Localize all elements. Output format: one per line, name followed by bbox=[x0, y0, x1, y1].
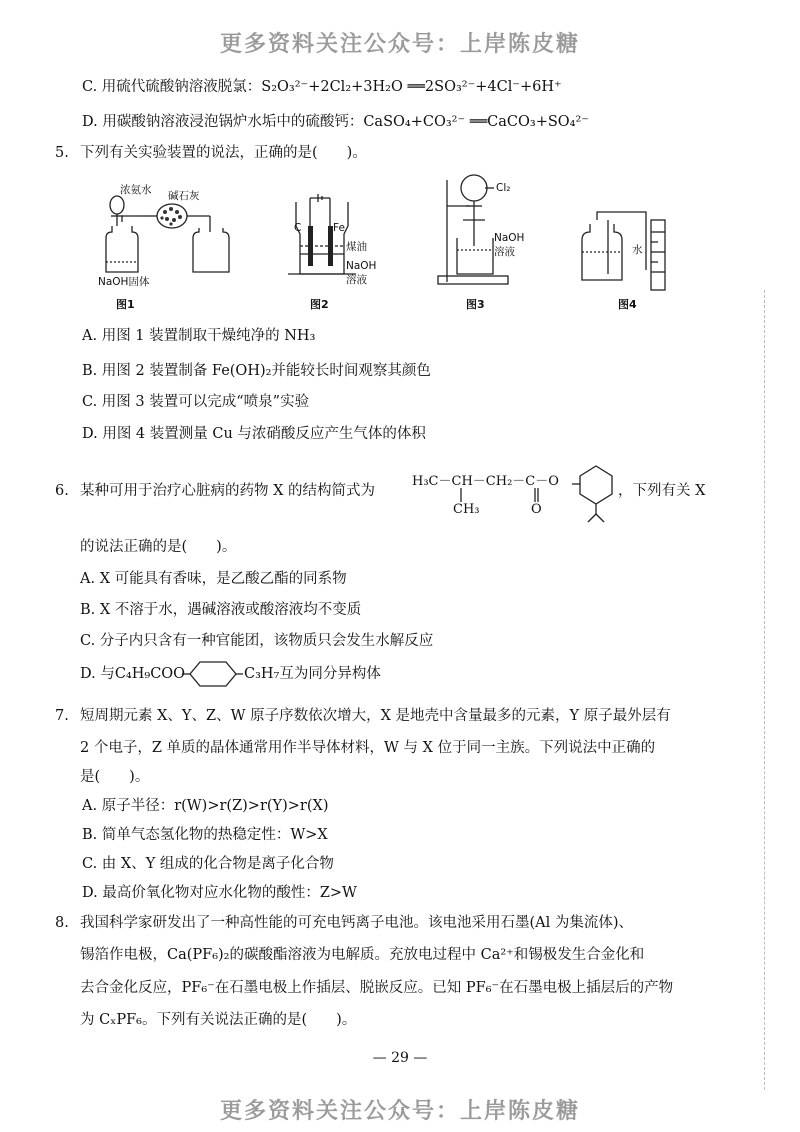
q5-number: 5. bbox=[55, 145, 69, 161]
page-number: — 29 — bbox=[372, 1050, 428, 1066]
watermark-bottom: 更多资料关注公众号：上岸陈皮糖 bbox=[219, 1099, 580, 1124]
q7-option-d: D. 最高价氧化物对应水化物的酸性：Z>W bbox=[82, 885, 357, 901]
q6-molecule-chain: H₃C－CH－CH₂－C－O bbox=[412, 474, 559, 489]
fig2-fe-electrode-label: Fe bbox=[333, 222, 345, 234]
watermark-top: 更多资料关注公众号：上岸陈皮糖 bbox=[219, 32, 580, 57]
q8-number: 8. bbox=[55, 915, 69, 931]
q7-stem-line-2: 2 个电子，Z 单质的晶体通常用作半导体材料，W 与 X 位于同一主族。下列说法中正确的 bbox=[80, 740, 656, 756]
fig2-kerosene-label: 煤油 bbox=[346, 241, 367, 253]
scan-edge-divider bbox=[764, 290, 766, 1090]
q7-option-c: C. 由 X、Y 组成的化合物是离子化合物 bbox=[82, 856, 334, 872]
fig2-solution-label: 溶液 bbox=[346, 274, 367, 286]
fig1-label: 图1 bbox=[116, 298, 135, 311]
q6-number: 6. bbox=[55, 483, 69, 499]
fig3-solution-label: 溶液 bbox=[494, 246, 515, 258]
q6-stem-part3: 的说法正确的是( )。 bbox=[80, 539, 237, 555]
q8-stem-line-3: 去合金化反应，PF₆⁻在石墨电极上作插层、脱嵌反应。已知 PF₆⁻在石墨电极上插层后的产物 bbox=[80, 980, 674, 996]
q8-stem-line-1: 我国科学家研发出了一种高性能的可充电钙离子电池。该电池采用石墨(Al 为集流体)、 bbox=[80, 915, 634, 931]
q5-option-c: C. 用图 3 装置可以完成“喷泉”实验 bbox=[82, 394, 310, 410]
fig2-label: 图2 bbox=[310, 298, 329, 311]
fig1-conc-ammonia-label: 浓氨水 bbox=[120, 184, 152, 196]
q6-molecule-ch3: CH₃ bbox=[453, 502, 480, 517]
q6-option-c: C. 分子内只含有一种官能团，该物质只会发生水解反应 bbox=[80, 633, 434, 649]
q6-stem-part1: 某种可用于治疗心脏病的药物 X 的结构简式为 bbox=[80, 483, 376, 499]
q5-option-d: D. 用图 4 装置测量 Cu 与浓硝酸反应产生气体的体积 bbox=[82, 426, 426, 442]
q4-option-c: C. 用硫代硫酸钠溶液脱氯：S₂O₃²⁻+2Cl₂+3H₂O ══2SO₃²⁻+4Cl⁻+6H⁺ bbox=[82, 79, 562, 95]
fig2-naoh-label: NaOH bbox=[346, 260, 377, 272]
q7-option-b: B. 简单气态氢化物的热稳定性：W>X bbox=[82, 827, 328, 843]
fig1-soda-lime-label: 碱石灰 bbox=[168, 190, 200, 202]
q7-stem-line-3: 是( )。 bbox=[80, 769, 150, 785]
q6-molecule-carbonyl-o: O bbox=[531, 502, 542, 517]
fig3-label: 图3 bbox=[466, 298, 485, 311]
q7-number: 7. bbox=[55, 708, 69, 724]
q5-stem: 下列有关实验装置的说法，正确的是( )。 bbox=[80, 145, 367, 161]
q8-stem-line-4: 为 CₓPF₆。下列有关说法正确的是( )。 bbox=[80, 1012, 357, 1028]
fig4-water-label: 水 bbox=[632, 244, 643, 256]
fig2-c-electrode-label: C bbox=[294, 222, 302, 234]
q6-option-a: A. X 可能具有香味，是乙酸乙酯的同系物 bbox=[80, 571, 347, 587]
q6-stem-part2: ，下列有关 X bbox=[618, 483, 706, 499]
q5-option-a: A. 用图 1 装置制取干燥纯净的 NH₃ bbox=[82, 328, 316, 344]
fig1-naoh-solid-label: NaOH固体 bbox=[98, 276, 150, 288]
q5-option-b: B. 用图 2 装置制备 Fe(OH)₂并能较长时间观察其颜色 bbox=[82, 363, 431, 379]
q6-option-d-prefix: D. 与C₄H₉COO bbox=[80, 666, 186, 682]
q7-option-a: A. 原子半径：r(W)>r(Z)>r(Y)>r(X) bbox=[82, 798, 329, 814]
fig4-label: 图4 bbox=[618, 298, 637, 311]
q4-option-d: D. 用碳酸钠溶液浸泡锅炉水垢中的硫酸钙：CaSO₄+CO₃²⁻ ══CaCO₃+SO₄²⁻ bbox=[82, 114, 589, 130]
q8-stem-line-2: 锡箔作电极，Ca(PF₆)₂的碳酸酯溶液为电解质。充放电过程中 Ca²⁺和锡极发生合金化和 bbox=[80, 947, 645, 963]
fig3-cl2-label: Cl₂ bbox=[496, 182, 511, 194]
q7-stem-line-1: 短周期元素 X、Y、Z、W 原子序数依次增大，X 是地壳中含量最多的元素，Y 原子最外层有 bbox=[80, 708, 671, 724]
q6-option-d-suffix: C₃H₇互为同分异构体 bbox=[244, 666, 381, 682]
fig3-naoh-label: NaOH bbox=[494, 232, 525, 244]
q6-option-b: B. X 不溶于水，遇碱溶液或酸溶液均不变质 bbox=[80, 602, 362, 618]
